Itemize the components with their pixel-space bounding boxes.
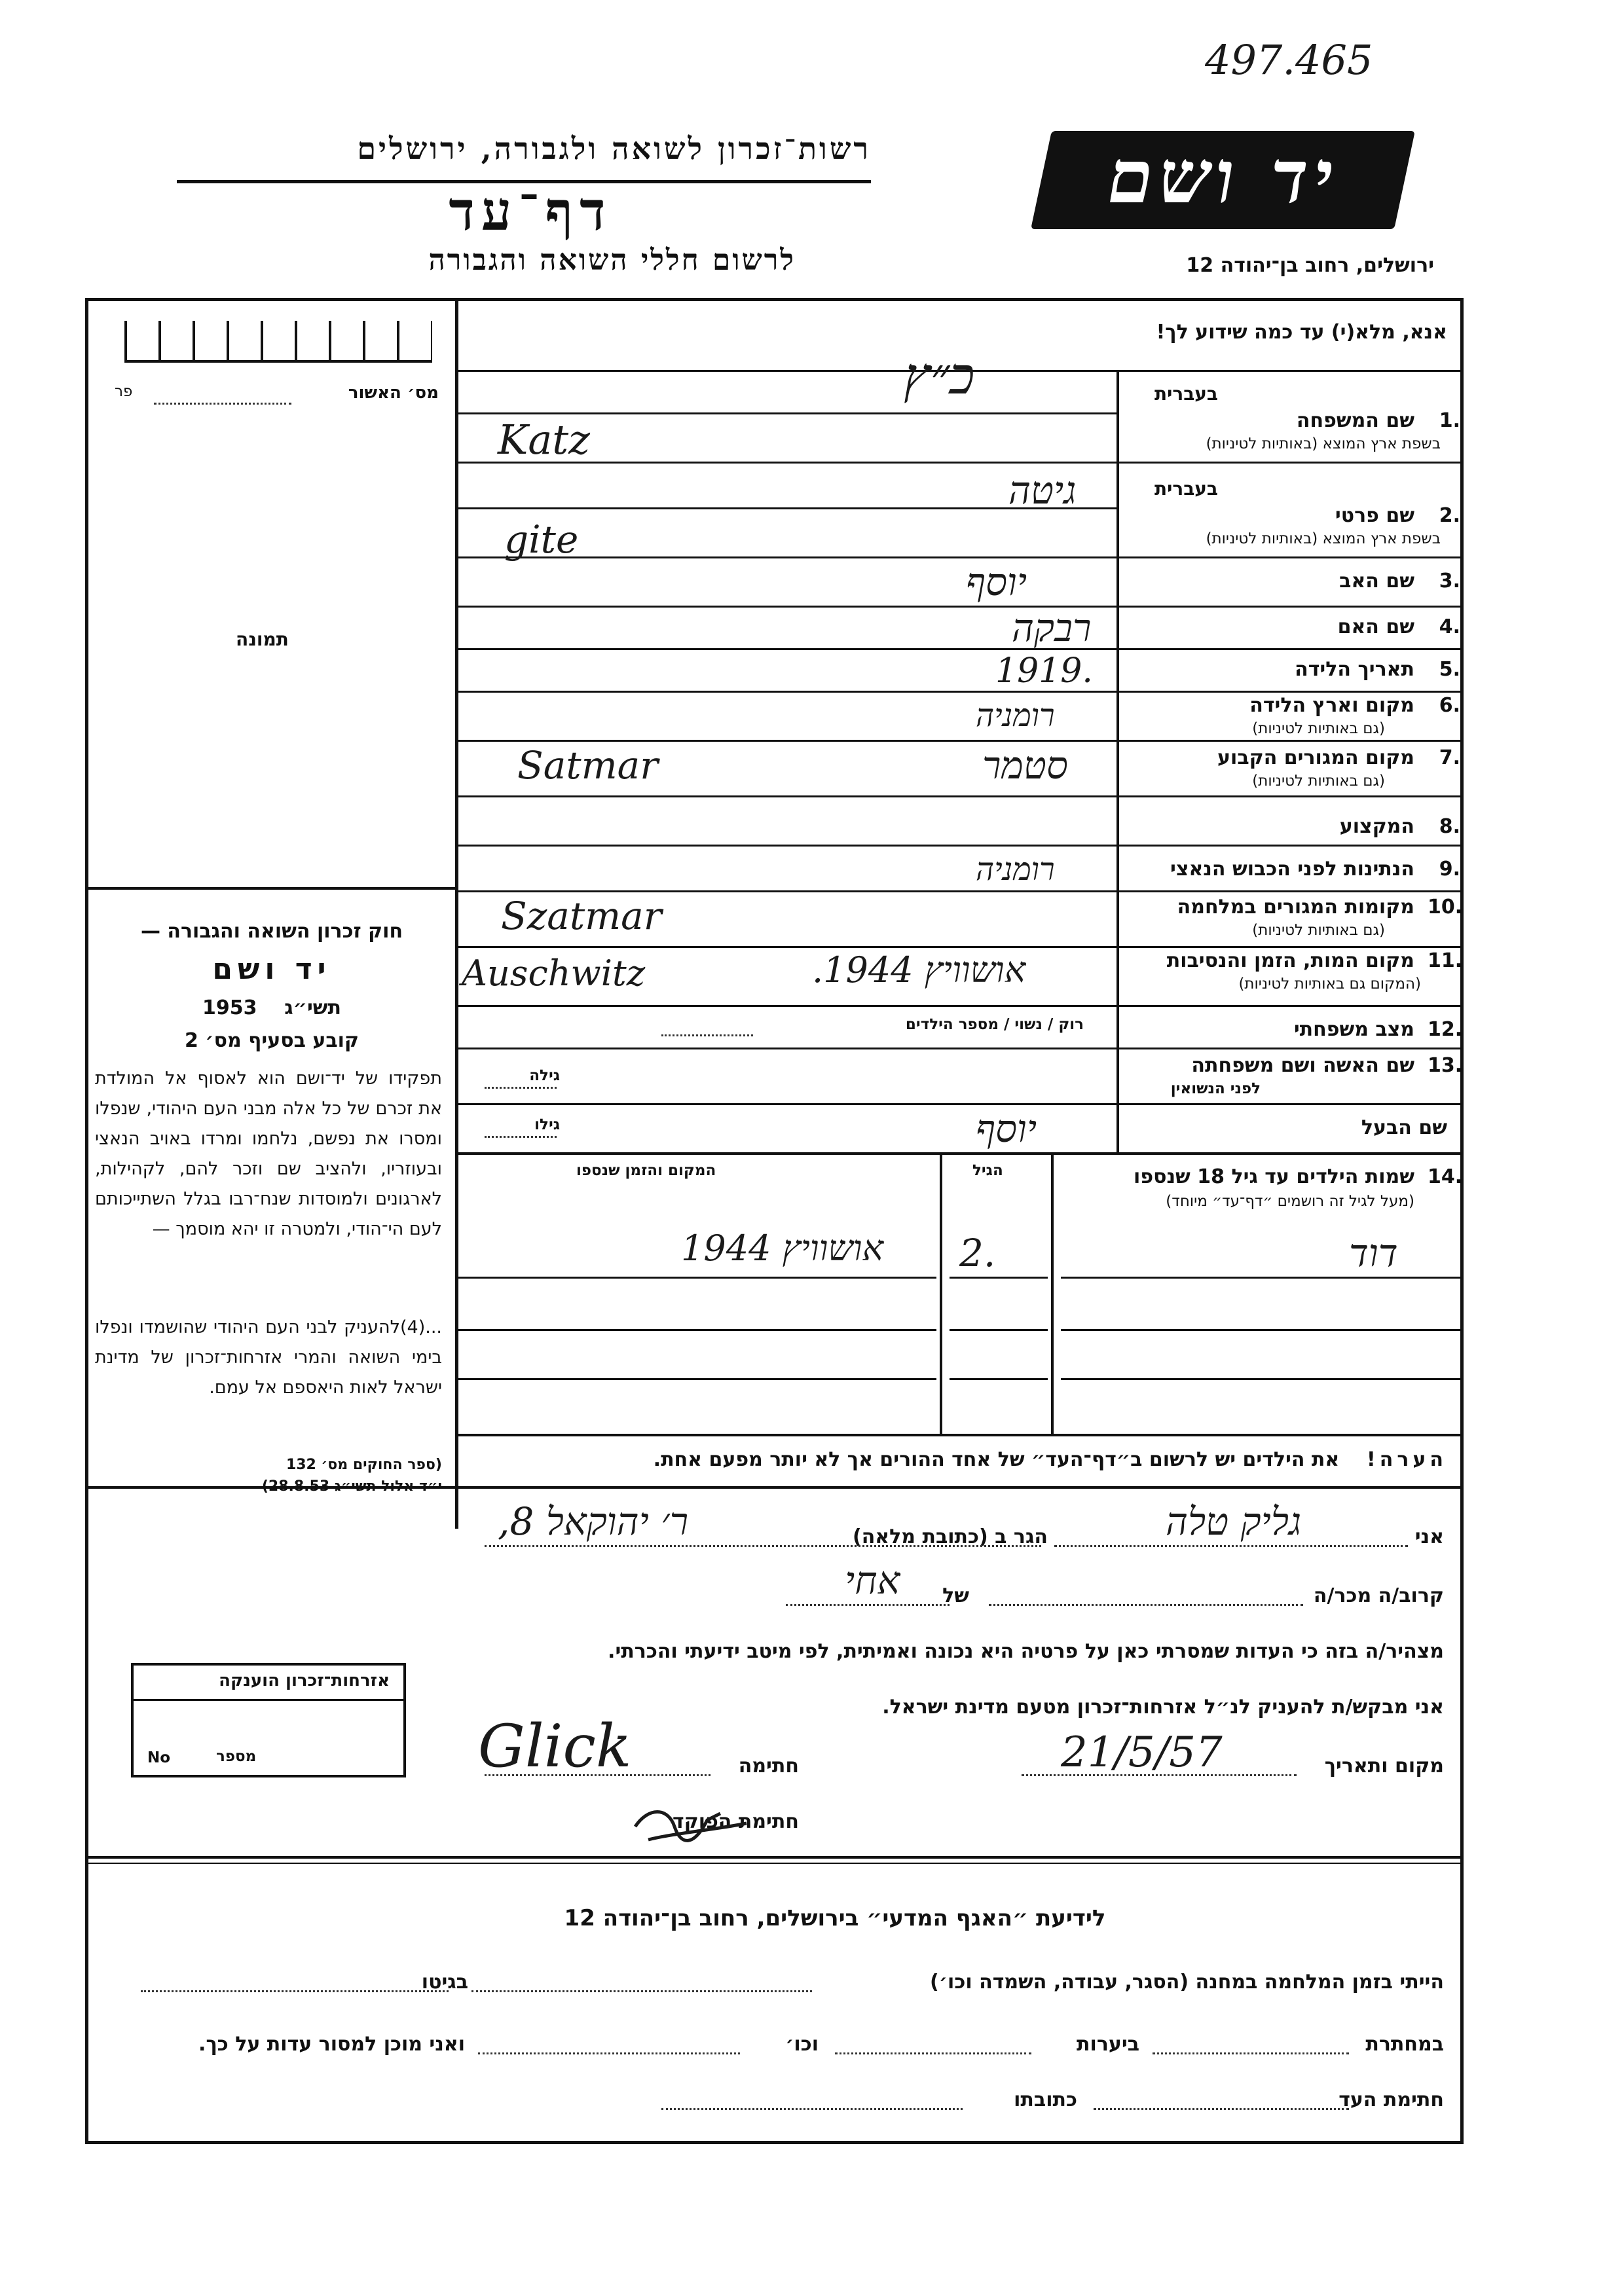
children-row-rule (458, 1277, 936, 1279)
row-rule (458, 845, 1464, 847)
bottom-section-rule-2 (85, 1863, 1464, 1864)
field-1-value-hebrew[interactable]: כ״ץ (904, 347, 975, 406)
field-13-number: 13. (1428, 1054, 1463, 1077)
children-number: 14. (1428, 1165, 1463, 1188)
declaration-text: מצהיר/ה בזה כי העדות שמסרתי כאן על פרטיה היא נכונה ואמיתית, לפי מיטב ידיעתי והכרתי. (608, 1640, 1444, 1663)
field-4-value[interactable]: רבקה (1012, 606, 1092, 650)
field-6-number: 6. (1439, 694, 1460, 717)
request-text: אני מבקש/ת להעניק לנ״ל אזרחות־זכרון מטעם מדינת ישראל. (882, 1696, 1444, 1719)
relative-field[interactable] (989, 1604, 1303, 1606)
field-5-label: תאריך הלידה (1295, 658, 1414, 681)
field-11-value-hebrew[interactable]: אושוויץ 1944. (812, 949, 1026, 991)
field-1-value-latin[interactable]: Katz (498, 416, 590, 464)
file-number: 497.465 (1205, 36, 1373, 84)
field-10-value[interactable]: Szatmar (501, 894, 662, 938)
field-8-number: 8. (1439, 815, 1460, 838)
row-rule (458, 946, 1464, 948)
field-2-label: שם פרטי (1335, 504, 1414, 527)
field-5-value[interactable]: 1919. (995, 651, 1093, 691)
field-2-hebrew-tag: בעברית (1154, 478, 1218, 500)
official-signature-label: חתימת הפוקד (673, 1810, 799, 1833)
children-row-rule (458, 1378, 936, 1380)
ghetto-field[interactable] (141, 1990, 449, 1992)
field-1-hebrew-tag: בעברית (1154, 383, 1218, 405)
intro-instruction: אנא, מלא(י) עד כמה שידוע לך! (1156, 321, 1447, 344)
form-title: דף־עד (449, 180, 612, 243)
field-7-value-latin[interactable]: Satmar (517, 743, 658, 788)
law-top-line (85, 887, 458, 890)
row-rule (458, 1048, 1464, 1049)
children-col-divider (940, 1152, 942, 1434)
child-1-place[interactable]: אושוויץ 1944 (681, 1228, 883, 1269)
law-section: קובע בסעיף מס׳ 2 (184, 1029, 360, 1052)
underground-label: במחתרת (1365, 2033, 1444, 2056)
field-6-value[interactable]: רומניה (976, 697, 1055, 734)
field-2-sub: בשפת ארץ המוצא (באותיות לטיניות) (1206, 530, 1441, 547)
declarant-residing-label: הגר ב (כתובת מלאה) (852, 1525, 1048, 1548)
field-1-sub: בשפת ארץ המוצא (באותיות לטיניות) (1206, 435, 1441, 452)
witness-signature-label: חתימת העד (1338, 2088, 1444, 2111)
authority-name: רשות־זכרון לשואה ולגבורה, ירושלים (357, 131, 871, 166)
wife-age-field[interactable] (485, 1087, 557, 1089)
official-signature-mark (622, 1800, 753, 1853)
address: ירושלים, רחוב בן־יהודה 12 (1186, 254, 1434, 277)
husband-name-value[interactable]: יוסף (976, 1106, 1037, 1151)
law-name: יד ושם (212, 953, 331, 986)
field-9-label: הנתינות לפני הכבוש הנאצי (1170, 858, 1414, 881)
field-13-label: שם האשה ושם משפחתה (1191, 1054, 1414, 1077)
field-1-label: שם המשפחה (1296, 409, 1414, 432)
field-3-number: 3. (1439, 570, 1460, 592)
child-1-age[interactable]: 2. (959, 1231, 996, 1275)
row-rule (458, 890, 1464, 892)
place-date-label: מקום ותאריך (1324, 1755, 1444, 1777)
signature-value[interactable]: Glick (478, 1712, 632, 1781)
declarant-name-field[interactable] (1054, 1545, 1408, 1547)
children-col-divider (1051, 1152, 1054, 1434)
children-row-rule (1061, 1378, 1464, 1380)
row-rule (458, 1103, 1464, 1105)
camp-field[interactable] (471, 1990, 812, 1992)
citizenship-box-rule (131, 1699, 406, 1701)
children-row-rule (1061, 1329, 1464, 1331)
field-12-label: מצב משפחתי (1293, 1018, 1414, 1041)
remark-label: הערה! (1367, 1448, 1447, 1471)
field-6-sub: (גם באותיות לטיניות) (1252, 720, 1385, 737)
field-2-value-hebrew[interactable]: גיטה (1008, 468, 1077, 513)
row-rule (458, 1152, 1464, 1155)
testimony-label: ואני מוכן למסור עדות על כך. (198, 2033, 465, 2056)
field-5-number: 5. (1439, 658, 1460, 681)
row-rule (458, 740, 1464, 742)
children-col-age: הגיל (972, 1162, 1003, 1179)
field-1-number: 1. (1439, 409, 1460, 432)
children-row-rule (950, 1277, 1048, 1279)
declarant-i-label: אני (1414, 1525, 1444, 1548)
citizenship-number-label: מספר (216, 1748, 257, 1765)
left-column-divider (455, 298, 458, 1529)
law-citation: (ספר החוקים מס׳ 132 (286, 1457, 442, 1473)
witness-address-label: כתובתו (1014, 2088, 1077, 2111)
bottom-title: לידיעת ״האגף המדעי״ בירושלים, רחוב בן־יהודה 12 (564, 1905, 1106, 1931)
label-column-divider (1116, 370, 1119, 1152)
of-label: של (942, 1584, 969, 1607)
photo-label: תמונה (236, 629, 289, 650)
etc-label: וכו׳ (785, 2033, 819, 2056)
law-year-hebrew: תשי״ג (284, 996, 342, 1019)
children-col-place-time: המקום והזמן שנספו (576, 1162, 716, 1179)
law-year: 1953 (202, 996, 257, 1019)
declarant-name[interactable]: גליק טלה (1166, 1499, 1302, 1544)
bottom-section-rule (85, 1856, 1464, 1859)
field-6-label: מקום וארץ הלידה (1249, 694, 1414, 717)
field-8-label: המקצוע (1339, 815, 1414, 838)
citizenship-no: No (147, 1749, 171, 1766)
ghetto-label: בגיטו (421, 1971, 468, 1994)
forests-label: ביערות (1077, 2033, 1139, 2056)
witness-signature-field[interactable] (1094, 2108, 1349, 2110)
declarant-address[interactable]: ר׳ יהוקאל 8, (498, 1499, 689, 1544)
children-row-rule (458, 1329, 936, 1331)
field-11-label: מקום המות, הזמן והנסיבות (1166, 949, 1414, 972)
approval-number-field[interactable] (154, 403, 291, 405)
row-rule (458, 556, 1464, 558)
field-7-value-hebrew[interactable]: סטמר (982, 743, 1068, 788)
declarant-address-field[interactable] (485, 1545, 1041, 1547)
law-text: תפקידו של יד־ושם הוא לאסוף אל המולדת את זכרם של כל אלה מבני העם היהודי, שנפלו ומסרו את נפשם, נלחמו ומרדו באויב הנאצי ובעוזריו, ולהציב שם וזכר להם, לקהילות, לארגונים ולמוסדות שנח־רבו בגלל השתייכותם לעם הי־הודי, ולמטרה זו יהא מוסמך — (95, 1068, 442, 1239)
row-rule (458, 462, 1464, 464)
field-12-options[interactable]: רוק / נשוי / מספר הילדים (905, 1016, 1084, 1033)
forests-field[interactable] (835, 2052, 1031, 2054)
approval-suffix: פר (115, 383, 133, 400)
field-3-value[interactable]: יוסף (966, 560, 1027, 604)
husband-age-field[interactable] (485, 1136, 557, 1138)
field-13-sub: לפני הנשואין (1170, 1080, 1261, 1097)
law-title: חוק זכרון השואה והגבורה — (140, 920, 403, 943)
relation-value[interactable]: אחי (845, 1558, 900, 1603)
law-text-2: ...(4)להעניק לבני העם היהודי שהושמדו ונפלו בימי השואה והמרי אזרחות־זכרון של מדינת ישראל לאות היאספם אל עמם. (95, 1317, 442, 1398)
children-row-rule (950, 1329, 1048, 1331)
row-rule (458, 412, 1116, 414)
field-2-number: 2. (1439, 504, 1460, 527)
child-1-name[interactable]: דוד (1349, 1231, 1398, 1275)
approval-number-label: מס׳ האשור (348, 383, 439, 403)
relative-label: קרוב/ה מכר/ה (1313, 1584, 1444, 1607)
field-9-value[interactable]: רומניה (976, 851, 1055, 888)
logo-text: יד ושם (1107, 134, 1338, 220)
children-title: שמות הילדים עד גיל 18 שנספו (1134, 1165, 1414, 1188)
children-row-rule (950, 1378, 1048, 1380)
row-rule (458, 691, 1464, 693)
husband-age-label: גילו (534, 1116, 560, 1133)
row-rule (458, 648, 1464, 650)
field-2-value-latin[interactable]: gite (504, 517, 579, 562)
husband-name-label: שם הבעל (1361, 1116, 1447, 1139)
field-11-sub: (המקום גם באותיות לטיניות) (1238, 975, 1421, 993)
citizenship-box-title: אזרחות־זכרון הוענקה (219, 1671, 390, 1690)
field-7-number: 7. (1439, 746, 1460, 769)
field-11-value-latin[interactable]: Auschwitz (462, 953, 646, 994)
remark-top-rule (458, 1434, 1464, 1436)
children-note: (מעל לגיל זה רושמים ״דף־עד״ מיוחד) (1166, 1193, 1414, 1210)
wife-age-label: גילה (529, 1067, 560, 1084)
remark (654, 1448, 1447, 1471)
field-11-number: 11. (1428, 949, 1463, 972)
witness-address-field[interactable] (661, 2108, 963, 2110)
row-rule (458, 1005, 1464, 1007)
approval-ticks (124, 321, 432, 363)
date-value[interactable]: 21/5/57 (1061, 1728, 1223, 1777)
relation-field[interactable] (786, 1604, 950, 1606)
field-12-number: 12. (1428, 1018, 1463, 1041)
children-row-rule (1061, 1277, 1464, 1279)
law-year-row (95, 996, 449, 1019)
field-7-sub: (גם באותיות לטיניות) (1252, 773, 1385, 790)
camp-label: הייתי בזמן המלחמה במחנה (הסגר, עבודה, השמדה וכו׳) (930, 1971, 1444, 1994)
remark-text: את הילדים יש לרשום ב״דף־העד״ של אחד ההורים אך לא יותר מפעם אחת. (653, 1448, 1340, 1471)
remark-bottom-rule (85, 1486, 1464, 1489)
field-10-sub: (גם באותיות לטיניות) (1252, 922, 1385, 939)
field-7-label: מקום המגורים הקבוע (1217, 746, 1414, 769)
form-subtitle: לרשום חללי השואה והגבורה (428, 244, 796, 277)
underground-field[interactable] (1153, 2052, 1349, 2054)
etc-field[interactable] (478, 2052, 740, 2054)
row-rule (458, 795, 1464, 797)
field-4-label: שם האם (1337, 615, 1414, 638)
field-9-number: 9. (1439, 858, 1460, 881)
field-12-value[interactable] (661, 1034, 753, 1036)
field-10-label: מקומות המגורים במלחמה (1177, 896, 1414, 919)
field-4-number: 4. (1439, 615, 1460, 638)
signature-label: חתימה (738, 1755, 799, 1777)
field-3-label: שם האב (1339, 570, 1414, 592)
row-rule (458, 606, 1464, 608)
field-10-number: 10. (1428, 896, 1463, 919)
